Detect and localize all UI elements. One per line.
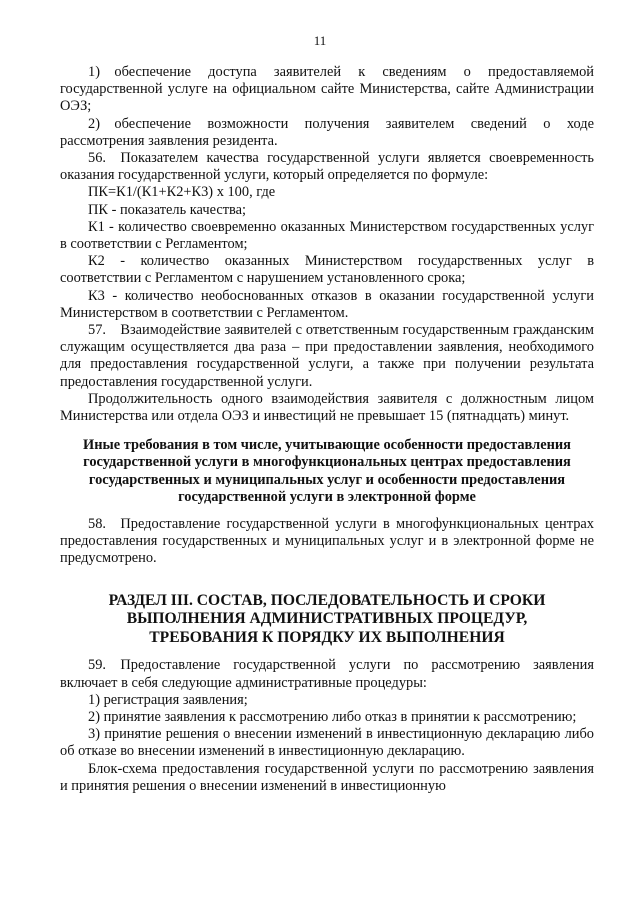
formula-pk-definition: ПК - показатель качества; [88,201,246,218]
procedure-item-1: 1) регистрация заявления; [88,691,248,708]
formula-k2-definition: К2 - количество оказанных Министерством государственных услуг в соответствии с Регламентом с нарушением установленного срока; [60,253,594,287]
heading-other-requirements: Иные требования в том числе, учитывающие особенности предоставления государственной услуги в многофункциональных центрах предоставления государственных и муниципальных услуг и особенности предоставления государственной услуги в электронной форме [83,437,571,505]
quality-formula: ПК=К1/(К1+К2+К3) х 100, где [88,184,276,201]
formula-k3-definition: К3 - количество необоснованных отказов в оказании государственной услуги Министерством в соответствии с Регламентом. [60,287,594,321]
procedure-item-3: 3) принятие решения о внесении изменений в инвестиционную декларацию либо об отказе во внесении изменений в инвестиционную декларацию. [60,726,594,760]
document-body [60,64,594,795]
paragraph-block-diagram: Блок-схема предоставления государственной услуги по рассмотрению заявления и принятия решения о внесении изменений в инвестиционную [60,760,594,794]
paragraph-item-1: 1) обеспечение доступа заявителей к сведениям о предоставляемой государственной услуге на официальном сайте Министерства, сайте Администрации ОЭЗ; [60,64,594,115]
section-3-title-line-1: РАЗДЕЛ III. СОСТАВ, ПОСЛЕДОВАТЕЛЬНОСТЬ И СРОКИ [108,591,546,609]
paragraph-56: 56. Показателем качества государственной услуги является своевременность оказания государственной услуги, который определяется по формуле: [60,150,594,184]
section-3-title-line-3: ТРЕБОВАНИЯ К ПОРЯДКУ ИХ ВЫПОЛНЕНИЯ [149,628,505,646]
paragraph-58: 58. Предоставление государственной услуги в многофункциональных центрах предоставления государственных и муниципальных услуг и в электронной форме не предусмотрено. [60,516,594,567]
section-3-title [60,592,594,648]
paragraph-item-2: 2) обеспечение возможности получения заявителем сведений о ходе рассмотрения заявления резидента. [60,115,594,149]
paragraph-59: 59. Предоставление государственной услуги по рассмотрению заявления включает в себя следующие административные процедуры: [60,657,594,691]
procedure-item-2: 2) принятие заявления к рассмотрению либо отказ в принятии к рассмотрению; [88,709,577,726]
paragraph-57: 57. Взаимодействие заявителей с ответственным государственным гражданским служащим осуществляется два раза – при предоставлении заявления, необходимого для предоставления государственной услуги, а также при получении результата предоставления государственной услуги. [60,322,594,390]
page-number: 11 [313,33,327,48]
paragraph-57-duration: Продолжительность одного взаимодействия заявителя с должностным лицом Министерства или отдела ОЭЗ и инвестиций не превышает 15 (пятнадцать) минут. [60,390,594,425]
section-3-title-line-2: ВЫПОЛНЕНИЯ АДМИНИСТРАТИВНЫХ ПРОЦЕДУР, [126,610,528,628]
formula-k1-definition: К1 - количество своевременно оказанных Министерством государственных услуг в соответствии с Регламентом; [60,218,594,253]
